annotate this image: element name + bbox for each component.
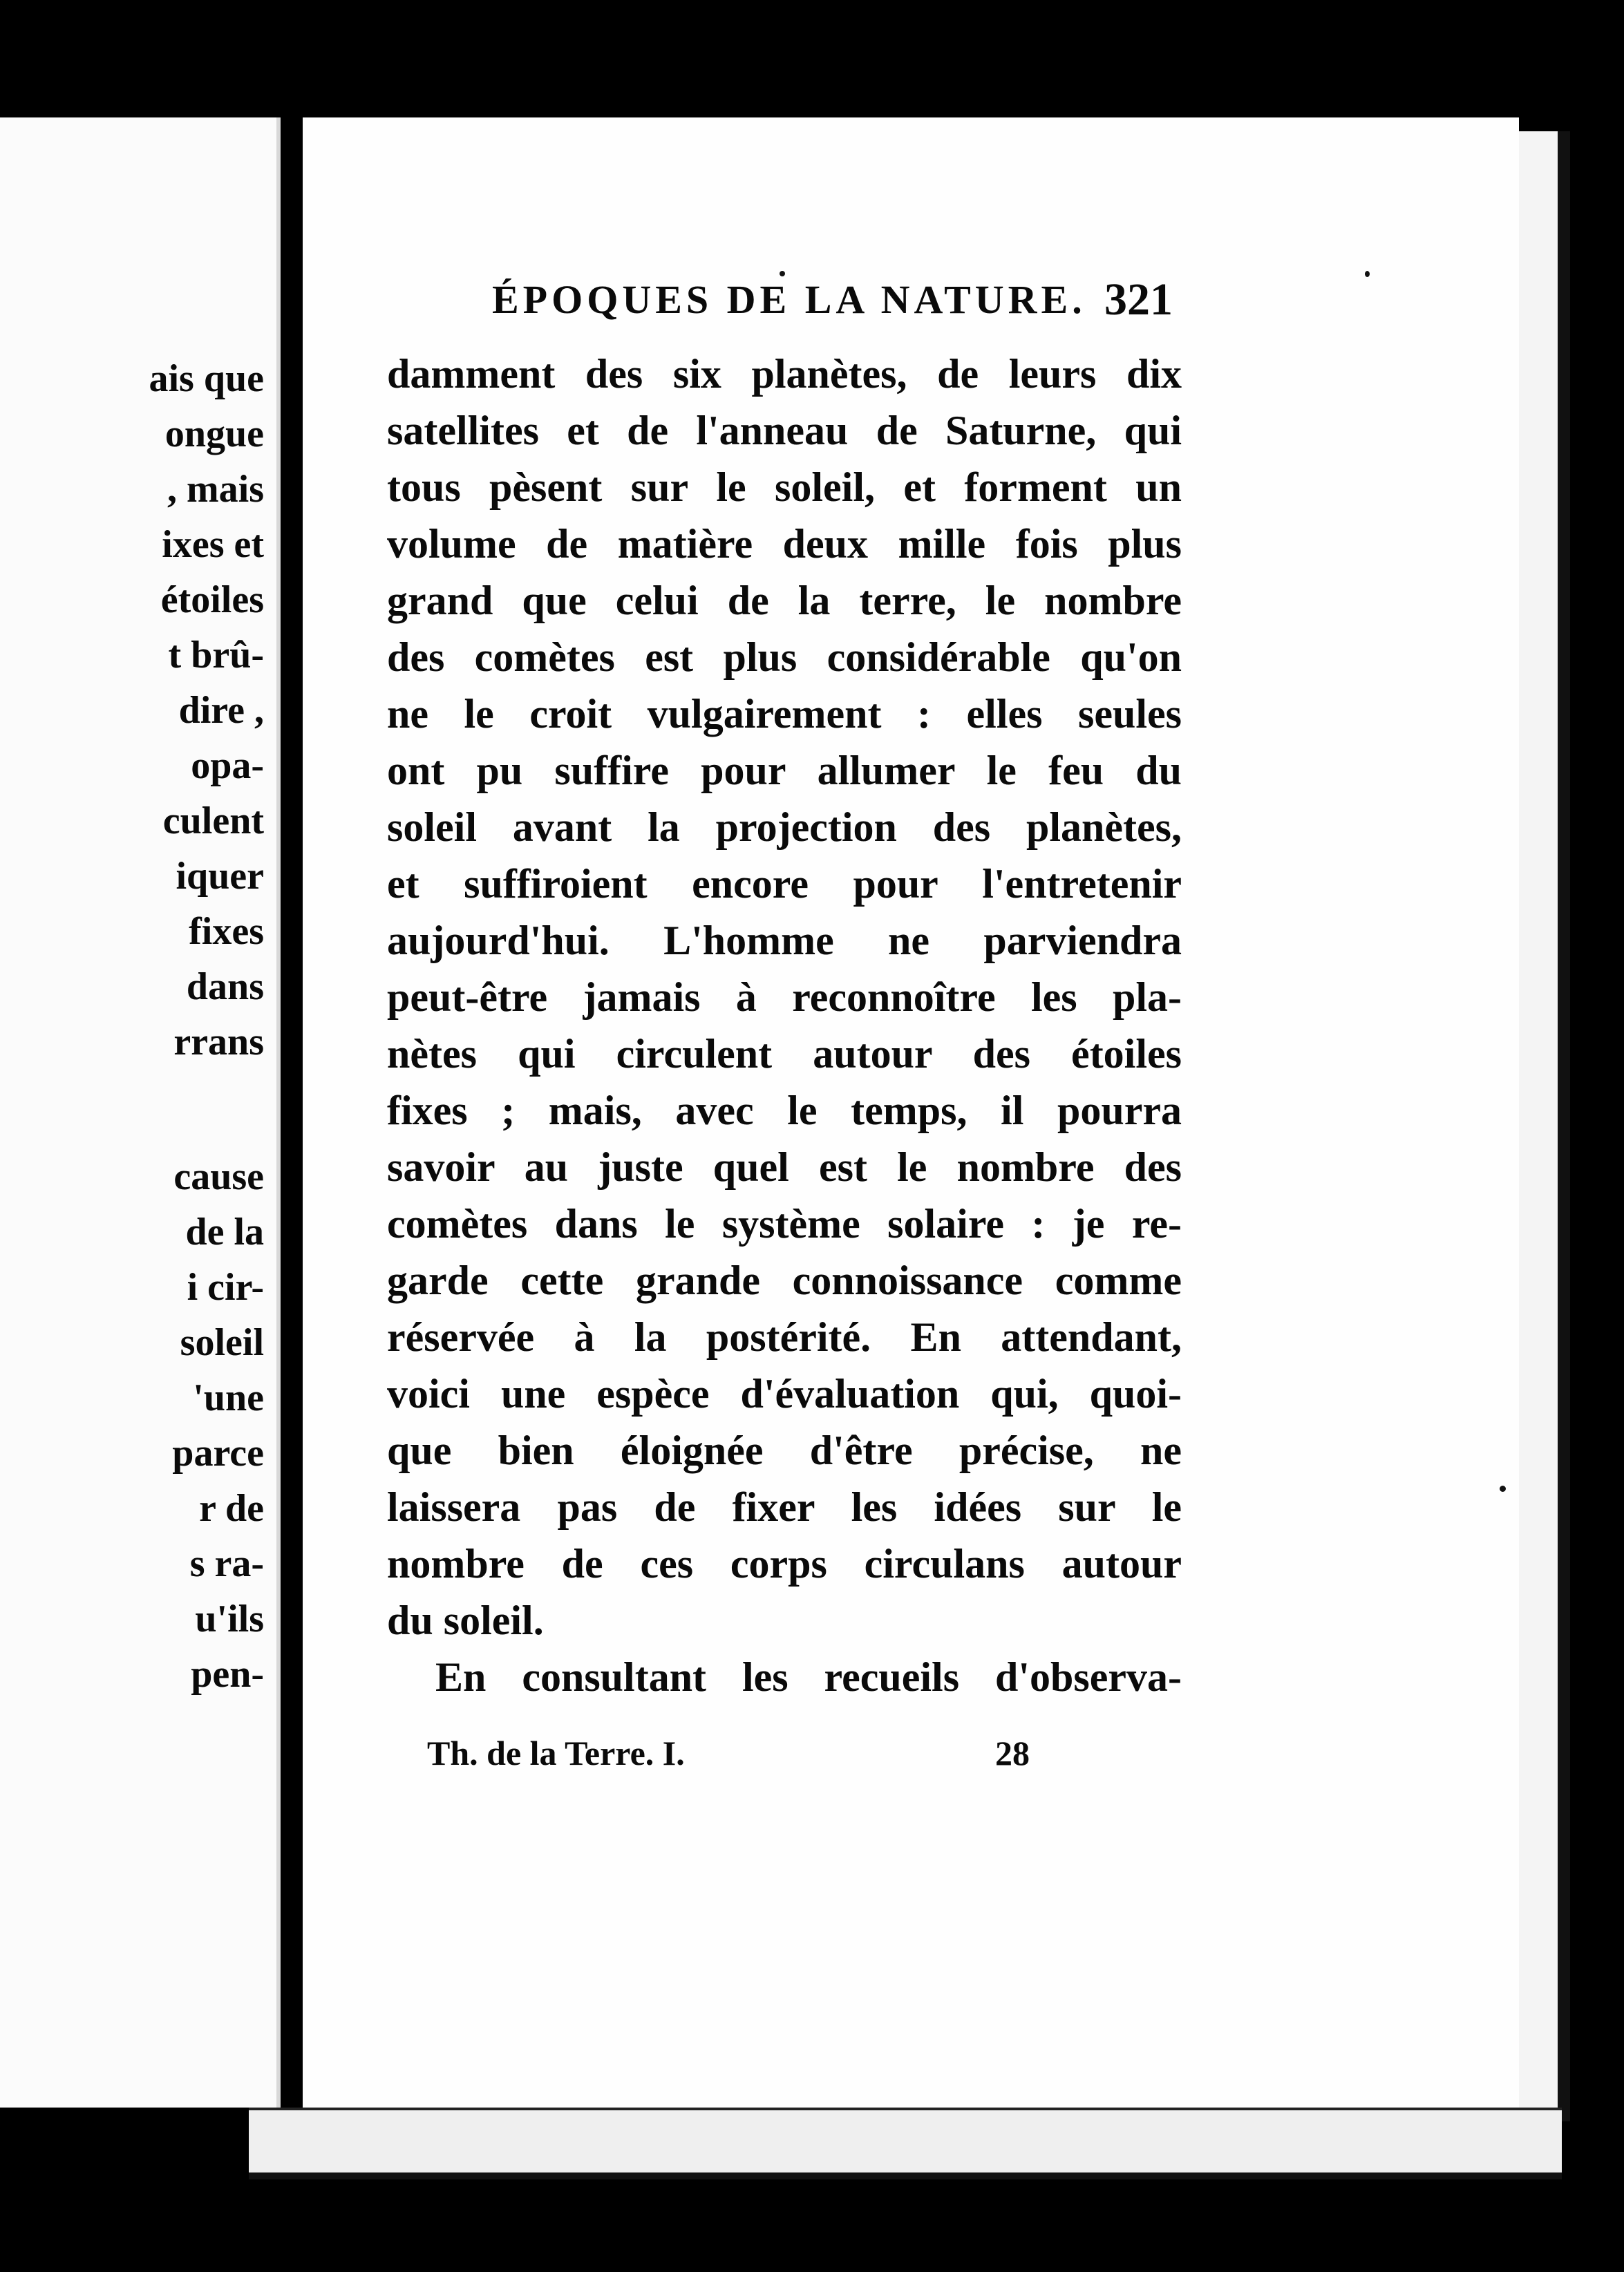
left-line: iquer [176,855,264,898]
text-line: damment des six planètes, de leurs dix [387,351,1182,397]
running-head: ÉPOQUES DE LA NATURE. [492,277,1086,322]
left-line: ongue [164,413,264,455]
text-line: fixes ; mais, avec le temps, il pourra [387,1088,1182,1133]
signature-mark: Th. de la Terre. I. [427,1734,685,1772]
text-line: et suffiroient encore pour l'entretenir [387,861,1182,907]
ink-speck [780,271,785,276]
left-line: fixes [189,910,264,953]
text-line: grand que celui de la terre, le nombre [387,578,1182,623]
left-line: t brû- [168,634,264,676]
left-line: culent [162,799,264,842]
text-line: En consultant les recueils d'observa- [435,1654,1182,1700]
text-line: comètes dans le système solaire : je re- [387,1201,1182,1247]
left-line: dans [186,965,264,1008]
left-line: 'une [193,1376,264,1419]
left-line: i cir- [187,1266,264,1309]
left-line: de la [185,1211,264,1253]
left-page-fragment [0,117,281,2108]
text-line: satellites et de l'anneau de Saturne, qui [387,408,1182,453]
left-line: pen- [191,1653,264,1696]
text-line: des comètes est plus considérable qu'on [387,634,1182,680]
text-line: que bien éloignée d'être précise, ne [387,1428,1182,1473]
text-line: voici une espèce d'évaluation qui, quoi- [387,1371,1182,1417]
text-line: nombre de ces corps circulans autour [387,1541,1182,1587]
left-line: parce [172,1432,264,1475]
text-line: réservée à la postérité. En attendant, [387,1314,1182,1360]
text-line: peut-être jamais à reconnoître les pla- [387,974,1182,1020]
body-text [387,345,1182,1705]
text-line: tous pèsent sur le soleil, et forment un [387,464,1182,510]
text-line: nètes qui circulent autour des étoiles [387,1031,1182,1077]
left-line: opa- [191,744,264,787]
signature-number: 28 [995,1734,1030,1772]
left-line: s ra- [189,1542,264,1585]
text-line: du soleil. [387,1598,544,1643]
text-line: aujourd'hui. L'homme ne parviendra [387,918,1182,963]
binding-gutter [282,111,303,2163]
text-line: savoir au juste quel est le nombre des [387,1144,1182,1190]
text-line: ont pu suffire pour allumer le feu du [387,748,1182,793]
text-line: garde cette grande connoissance comme [387,1258,1182,1303]
ink-speck [1365,271,1370,277]
left-line: u'ils [195,1598,264,1640]
left-line: , mais [167,468,264,511]
text-line: ne le croit vulgairement : elles seules [387,691,1182,737]
left-line: ixes et [162,523,264,566]
left-line: soleil [180,1321,264,1364]
text-line: volume de matière deux mille fois plus [387,521,1182,567]
left-line: r de [199,1487,264,1530]
bottom-page-edge [249,2108,1562,2179]
page-number: 321 [1104,274,1173,325]
left-line: cause [173,1155,264,1198]
left-line: ais que [149,357,264,400]
text-line: soleil avant la projection des planètes, [387,804,1182,850]
ink-speck [1500,1486,1506,1492]
left-line: étoiles [160,578,264,621]
text-line: laissera pas de fixer les idées sur le [387,1484,1182,1530]
left-line: rrans [173,1021,264,1063]
left-line: dire , [178,689,264,732]
